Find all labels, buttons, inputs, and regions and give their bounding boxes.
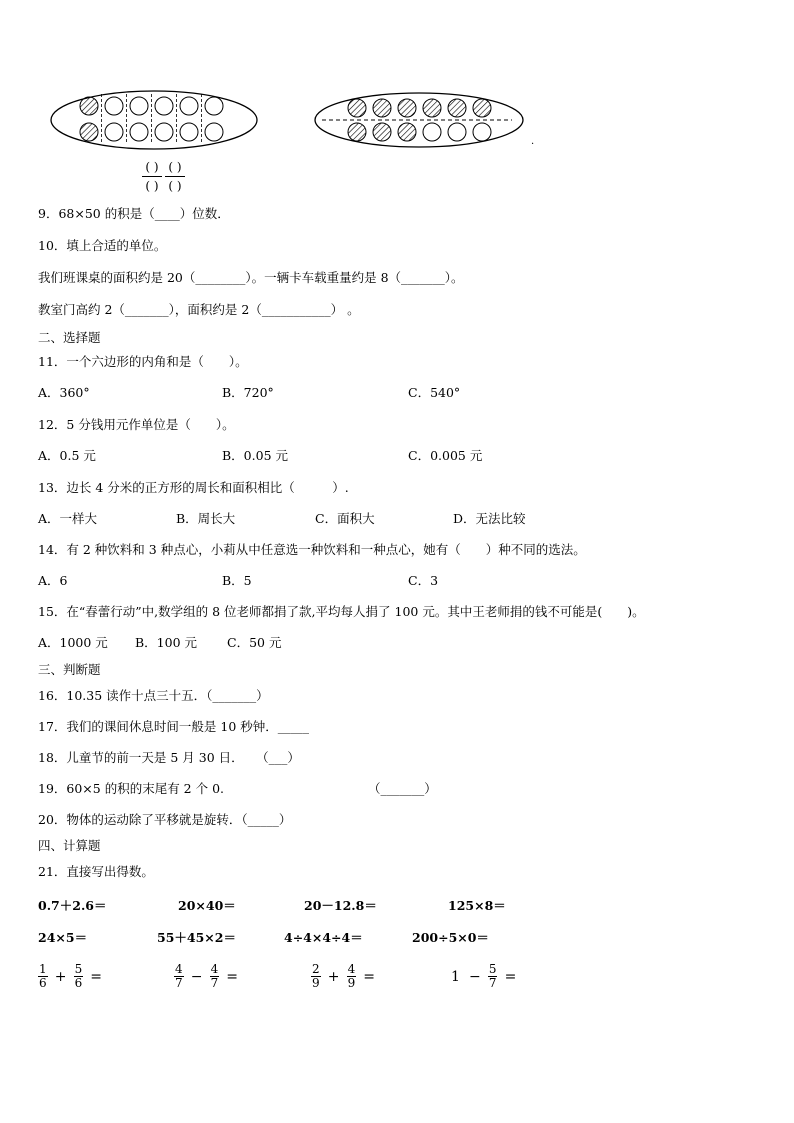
calc-3-3-n2: 4 bbox=[347, 962, 356, 976]
q13-option-b[interactable]: B．周长大 bbox=[176, 511, 236, 526]
calc-3-2-d1: 7 bbox=[175, 976, 183, 990]
q11-option-c[interactable]: C．540° bbox=[408, 385, 461, 400]
q15-option-a[interactable]: A．1000 元 bbox=[38, 635, 108, 650]
fraction-blank-2-denominator: ( ) bbox=[168, 179, 182, 193]
calc-3-2 bbox=[174, 963, 240, 990]
q12-option-a[interactable]: A．0.5 元 bbox=[38, 448, 96, 463]
right-circle-bottom-2 bbox=[373, 123, 391, 141]
q12-option-c[interactable]: C．0.005 元 bbox=[408, 448, 483, 463]
section-judge-heading: 三、判断题 bbox=[38, 662, 101, 677]
calc-1-2: 20×40＝ bbox=[178, 898, 236, 913]
fraction-blank-1-numerator: ( ) bbox=[145, 160, 159, 174]
right-oval-figure bbox=[312, 90, 526, 150]
question-16: 16．10.35 读作十点三十五．（_______） bbox=[38, 688, 269, 703]
calc-3-2-op: − bbox=[190, 968, 203, 985]
calc-3-2-eq: = bbox=[226, 968, 239, 985]
calc-3-3-d1: 9 bbox=[312, 976, 320, 990]
q13-option-a[interactable]: A．一样大 bbox=[38, 511, 98, 526]
fraction-blank-2 bbox=[165, 160, 185, 193]
calc-3-3-eq: = bbox=[363, 968, 376, 985]
question-20: 20．物体的运动除了平移就是旋转．（_____） bbox=[38, 812, 292, 827]
question-10-line-a: 我们班课桌的面积约是 20（________）。一辆卡车载重量约是 8（_______）。 bbox=[38, 270, 464, 285]
q11-option-b[interactable]: B．720° bbox=[222, 385, 274, 400]
left-circle-top-4 bbox=[155, 97, 173, 115]
right-circle-top-2 bbox=[373, 99, 391, 117]
left-circle-top-3 bbox=[130, 97, 148, 115]
left-circle-bottom-4 bbox=[155, 123, 173, 141]
calc-3-2-d2: 7 bbox=[210, 976, 219, 990]
fraction-blank-1 bbox=[142, 160, 162, 193]
calc-3-2-n2: 4 bbox=[210, 962, 219, 976]
left-circle-bottom-5 bbox=[180, 123, 198, 141]
q13-option-c[interactable]: C．面积大 bbox=[315, 511, 375, 526]
calc-3-4-op: − bbox=[469, 968, 481, 985]
question-9: 9．68×50 的积是（____）位数． bbox=[38, 206, 230, 221]
calc-3-1-op: + bbox=[54, 968, 67, 985]
right-circle-top-4 bbox=[423, 99, 441, 117]
left-circle-bottom-3 bbox=[130, 123, 148, 141]
left-circle-top-1 bbox=[80, 97, 98, 115]
calc-2-2: 55＋45×2＝ bbox=[157, 930, 236, 945]
question-21: 21．直接写出得数。 bbox=[38, 864, 154, 879]
calc-1-1: 0.7＋2.6＝ bbox=[38, 898, 107, 913]
calc-3-4-d2: 7 bbox=[488, 976, 497, 990]
fraction-blank-2-numerator: ( ) bbox=[168, 160, 182, 174]
calc-3-4-n2: 5 bbox=[488, 962, 497, 976]
q14-option-b[interactable]: B．5 bbox=[222, 573, 252, 588]
calc-3-1-d1: 6 bbox=[39, 976, 47, 990]
q13-option-d[interactable]: D．无法比较 bbox=[453, 511, 526, 526]
calc-2-1: 24×5＝ bbox=[38, 930, 88, 945]
question-13: 13．边长 4 分米的正方形的周长和面积相比（ ）. bbox=[38, 480, 349, 495]
section-calc-heading: 四、计算题 bbox=[38, 838, 101, 853]
calc-3-3-n1: 2 bbox=[312, 962, 320, 976]
calc-2-3: 4÷4×4÷4＝ bbox=[284, 930, 363, 945]
right-circle-bottom-6 bbox=[473, 123, 491, 141]
right-circle-top-3 bbox=[398, 99, 416, 117]
q15-option-b[interactable]: B．100 元 bbox=[135, 635, 198, 650]
question-19: 19．60×5 的积的末尾有 2 个 0. bbox=[38, 781, 225, 796]
right-circle-bottom-5 bbox=[448, 123, 466, 141]
q11-option-a[interactable]: A．360° bbox=[38, 385, 90, 400]
question-15: 15．在“春蕾行动”中,数学组的 8 位老师都捐了款,平均每人捐了 100 元。其中王老师捐的钱不可能是( )。 bbox=[38, 604, 645, 619]
fraction-blank-1-denominator: ( ) bbox=[145, 179, 159, 193]
calc-3-1 bbox=[38, 963, 104, 990]
right-circle-top-6 bbox=[473, 99, 491, 117]
left-circle-top-2 bbox=[105, 97, 123, 115]
question-10-line-b: 教室门高约 2（_______），面积约是 2（___________） 。 bbox=[38, 302, 360, 317]
left-circle-bottom-6 bbox=[205, 123, 223, 141]
right-circle-bottom-1 bbox=[348, 123, 366, 141]
q15-option-c[interactable]: C．50 元 bbox=[227, 635, 282, 650]
section-choice-heading: 二、选择题 bbox=[38, 330, 101, 345]
calc-3-1-eq: = bbox=[90, 968, 103, 985]
calc-3-1-n1: 1 bbox=[39, 962, 47, 976]
calc-1-4: 125×8＝ bbox=[448, 898, 506, 913]
calc-3-4-eq: = bbox=[504, 968, 517, 985]
calc-3-4-whole: 1 bbox=[451, 968, 460, 985]
q12-option-b[interactable]: B．0.05 元 bbox=[222, 448, 288, 463]
question-12: 12．5 分钱用元作单位是（ ）。 bbox=[38, 417, 235, 432]
calc-3-1-n2: 5 bbox=[74, 962, 83, 976]
question-11: 11．一个六边形的内角和是（ ）。 bbox=[38, 354, 248, 369]
q14-option-c[interactable]: C．3 bbox=[408, 573, 439, 588]
left-circle-bottom-2 bbox=[105, 123, 123, 141]
left-circle-top-5 bbox=[180, 97, 198, 115]
calc-3-4 bbox=[451, 963, 518, 990]
question-14: 14．有 2 种饮料和 3 种点心，小莉从中任意选一种饮料和一种点心，她有（ ）种不同的选法。 bbox=[38, 542, 586, 557]
calc-3-3 bbox=[311, 963, 377, 990]
calc-3-3-d2: 9 bbox=[347, 976, 356, 990]
left-circle-bottom-1 bbox=[80, 123, 98, 141]
calc-3-3-op: + bbox=[327, 968, 340, 985]
right-circle-top-1 bbox=[348, 99, 366, 117]
right-circle-top-5 bbox=[448, 99, 466, 117]
question-17: 17．我们的课间休息时间一般是 10 秒钟．_____ bbox=[38, 719, 310, 734]
question-19-answer-blank[interactable]: （_______） bbox=[368, 781, 437, 796]
stray-dot: . bbox=[531, 136, 535, 147]
right-circle-bottom-4 bbox=[423, 123, 441, 141]
calc-3-1-d2: 6 bbox=[74, 976, 83, 990]
left-oval-figure bbox=[48, 88, 260, 152]
left-circle-top-6 bbox=[205, 97, 223, 115]
question-10: 10．填上合适的单位。 bbox=[38, 238, 167, 253]
right-circle-bottom-3 bbox=[398, 123, 416, 141]
calc-3-2-n1: 4 bbox=[175, 962, 183, 976]
calc-2-4: 200÷5×0＝ bbox=[412, 930, 489, 945]
question-18: 18．儿童节的前一天是 5 月 30 日． （___） bbox=[38, 750, 300, 765]
q14-option-a[interactable]: A．6 bbox=[38, 573, 68, 588]
calc-1-3: 20－12.8＝ bbox=[304, 898, 377, 913]
